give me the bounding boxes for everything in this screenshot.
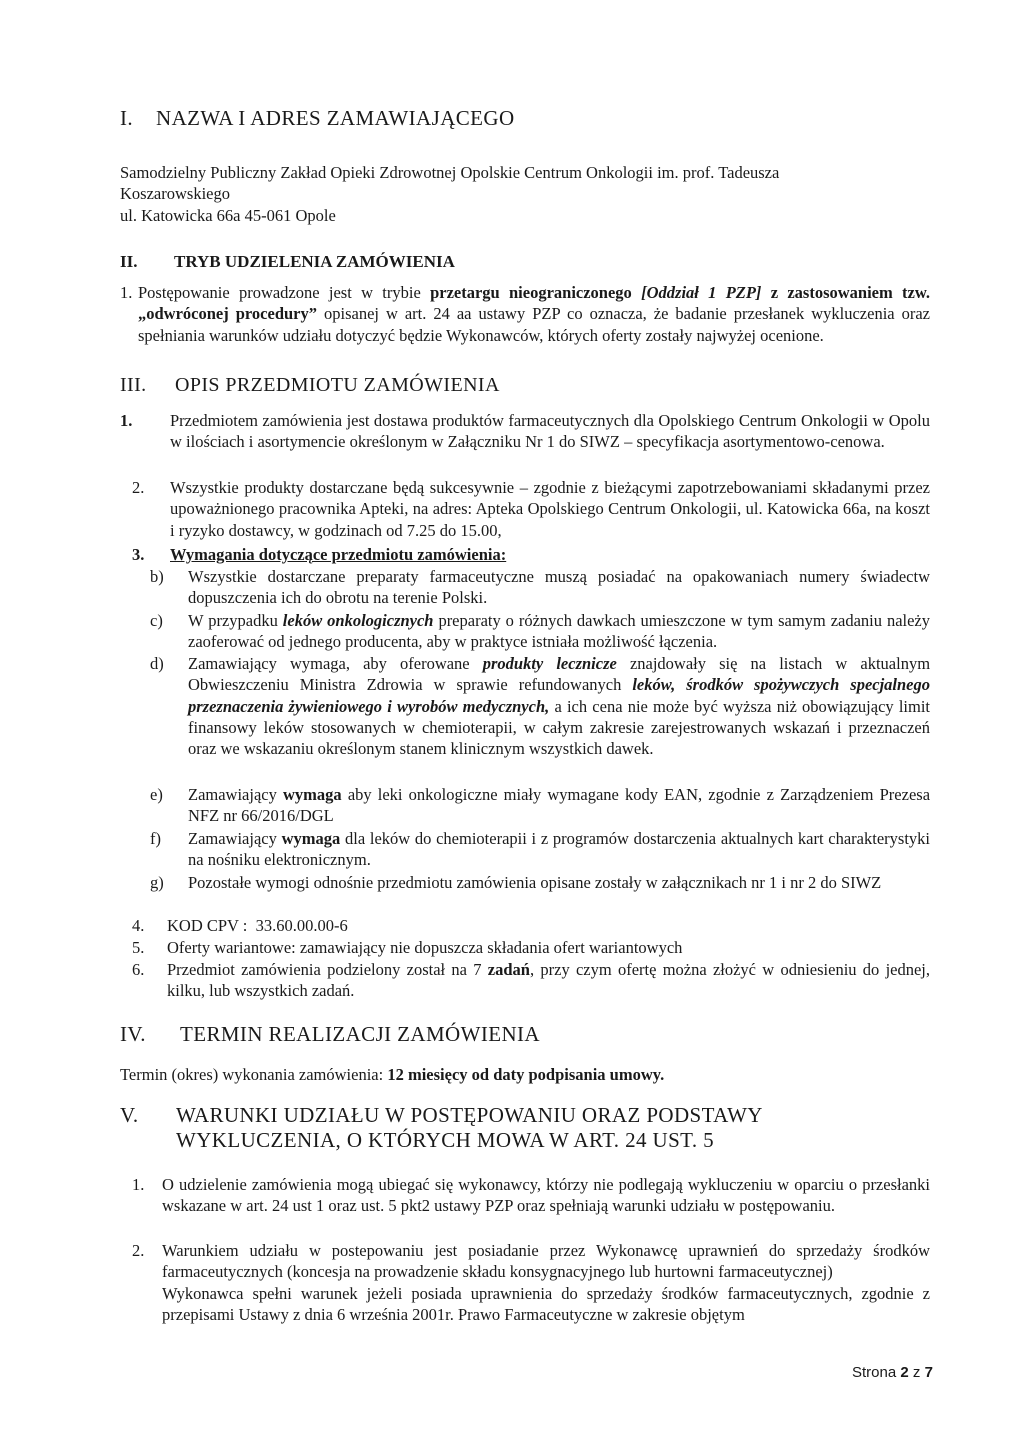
section-3-item-5 <box>120 937 930 958</box>
list-number: 1. <box>132 1175 145 1194</box>
section-5-item-1 <box>120 1174 930 1217</box>
requirement-g <box>120 872 930 893</box>
paragraph-text: dla leków do chemioterapii i z programów dostarczenia aktualnych kart charakterystyki na nośniku elektronicznym. <box>188 829 930 870</box>
paragraph-text: aby leki onkologiczne miały wymagane kody EAN, zgodnie z Zarządzeniem Prezesa NFZ nr 66/2016/DGL <box>188 785 931 826</box>
total-pages: 7 <box>924 1364 933 1381</box>
address-line: Samodzielny Publiczny Zakład Opieki Zdrowotnej Opolskie Centrum Onkologii im. prof. Tadeusza <box>120 163 780 182</box>
section-4-title: TERMIN REALIZACJI ZAMÓWIENIA <box>180 1022 540 1046</box>
section-1-title: NAZWA I ADRES ZAMAWIAJĄCEGO <box>156 106 515 130</box>
paragraph-text: Zamawiający <box>188 785 277 804</box>
bold-italic-text: produkty lecznicze <box>482 654 617 673</box>
paragraph-text: , przy czym ofertę można złożyć w odniesieniu do jednej, kilku, lub wszystkich zadań. <box>167 960 931 1001</box>
section-3-heading <box>120 374 500 397</box>
list-letter: e) <box>150 785 163 804</box>
section-5-item-2 <box>120 1240 930 1325</box>
requirement-f <box>120 828 930 871</box>
section-3-item-6 <box>120 959 930 1002</box>
paragraph-text: Termin (okres) wykonania zamówienia: <box>120 1065 384 1084</box>
bold-text: wymaga <box>283 785 342 804</box>
section-2-title: TRYB UDZIELENIA ZAMÓWIENIA <box>174 252 455 271</box>
paragraph-text: Postępowanie prowadzone jest w trybie <box>138 283 421 302</box>
paragraph-text: O udzielenie zamówienia mogą ubiegać się wykonawcy, którzy nie podlegają wykluczeniu w oparciu o przesłanki wskazane w art. 24 ust 1 oraz ust. 5 pkt2 ustawy PZP oraz spełniają warunki udziału w postępowaniu. <box>162 1175 930 1216</box>
section-3-item-4 <box>120 915 930 936</box>
section-1-address <box>120 162 920 226</box>
paragraph-text: Pozostałe wymogi odnośnie przedmiotu zamówienia opisane zostały w załącznikach nr 1 i nr 2 do SIWZ <box>188 873 882 892</box>
requirement-b <box>120 566 930 609</box>
section-3-item-2 <box>120 477 930 541</box>
bold-text: wymaga <box>281 829 341 848</box>
list-number: 1. <box>120 283 133 302</box>
bold-text: 12 miesięcy od daty podpisania umowy. <box>387 1065 665 1084</box>
list-number: 1. <box>120 411 133 430</box>
section-2-number: II. <box>120 252 138 271</box>
paragraph-text: znajdowały się na listach w aktualnym Obwieszczeniu Ministra Zdrowia w sprawie refundowanych <box>188 654 931 695</box>
section-5-title-line-2: WYKLUCZENIA, O KTÓRYCH MOWA W ART. 24 UST. 5 <box>176 1128 715 1152</box>
requirements-heading: Wymagania dotyczące przedmiotu zamówienia: <box>170 545 507 564</box>
paragraph-text: Zamawiający wymaga, aby oferowane <box>188 654 470 673</box>
requirement-d <box>120 653 930 759</box>
page-separator: z <box>912 1364 921 1381</box>
list-letter: f) <box>150 829 161 848</box>
requirement-c <box>120 610 930 653</box>
section-4-heading <box>120 1022 540 1047</box>
section-5-heading <box>120 1103 763 1152</box>
paragraph-text: Wykonawca spełni warunek jeżeli posiada uprawnienia do sprzedaży środków farmaceutycznych, zgodnie z przepisami Ustawy z dnia 6 września 2001r. Prawo Farmaceutyczne w zakresie objętym <box>162 1283 930 1324</box>
section-2-heading <box>120 252 455 272</box>
address-line: Koszarowskiego <box>120 184 230 204</box>
bold-text: przetargu nieograniczonego <box>430 283 632 302</box>
section-3-number: III. <box>120 374 147 396</box>
list-number: 6. <box>132 960 145 979</box>
section-5-number: V. <box>120 1103 139 1127</box>
list-number: 4. <box>132 916 145 935</box>
section-2-paragraph-1 <box>120 282 930 346</box>
list-number: 2. <box>132 478 145 497</box>
paragraph-text: preparaty o różnych dawkach umieszczone w tym samym zadaniu należy zaoferować od jednego producenta, aby w praktyce istniała możliwość łączenia. <box>188 611 930 652</box>
cpv-code: KOD CPV : 33.60.00.00-6 <box>167 916 348 935</box>
section-4-paragraph <box>120 1064 930 1085</box>
list-letter: c) <box>150 611 163 630</box>
bold-italic-text: [Oddział 1 PZP] <box>641 283 762 302</box>
section-1-heading <box>120 106 515 131</box>
page-number <box>852 1364 933 1381</box>
list-number: 2. <box>132 1241 145 1260</box>
paragraph-text: Oferty wariantowe: zamawiający nie dopuszcza składania ofert wariantowych <box>167 938 683 957</box>
bold-italic-text: leków, środków spożywczych specjalnego przeznaczenia żywieniowego i wyrobów medycznych, <box>188 675 931 716</box>
paragraph-text: Warunkiem udziału w postepowaniu jest posiadanie przez Wykonawcę uprawnień do sprzedaży środków farmaceutycznych (koncesja na prowadzenie składu konsygnacyjnego lub hurtowni farmaceutycznej) <box>162 1241 930 1282</box>
bold-italic-text: leków onkologicznych <box>282 611 434 630</box>
list-number: 3. <box>132 545 145 564</box>
section-3-item-1 <box>120 410 930 453</box>
section-3-title: OPIS PRZEDMIOTU ZAMÓWIENIA <box>175 374 500 396</box>
bold-text: zadań <box>487 960 530 979</box>
paragraph-text: Wszystkie dostarczane preparaty farmaceutyczne muszą posiadać na opakowaniach numery świadectw dopuszczenia ich do obrotu na terenie Polski. <box>188 567 930 608</box>
list-number: 5. <box>132 938 145 957</box>
list-letter: d) <box>150 654 164 673</box>
bold-text: z zastosowaniem tzw. „odwróconej procedury” <box>138 283 930 324</box>
list-letter: b) <box>150 567 164 586</box>
paragraph-text: opisanej w art. 24 aa ustawy PZP co oznacza, że badanie przesłanek wykluczenia oraz spełniania warunków udziału dotyczyć będzie Wykonawców, których oferty zostały najwyżej ocenione. <box>138 304 930 345</box>
paragraph-text: W przypadku <box>188 611 278 630</box>
paragraph-text: Zamawiający <box>188 829 277 848</box>
page-label: Strona <box>852 1364 897 1381</box>
requirement-e <box>120 784 930 827</box>
list-letter: g) <box>150 873 164 892</box>
paragraph-text: Przedmiot zamówienia podzielony został na 7 <box>167 960 482 979</box>
address-line: ul. Katowicka 66a 45-061 Opole <box>120 205 336 225</box>
current-page: 2 <box>900 1364 909 1381</box>
paragraph-text: Wszystkie produkty dostarczane będą sukcesywnie – zgodnie z bieżącymi zapotrzebowaniami składanymi przez upoważnionego pracownika Apteki, na adres: Apteka Opolskiego Centrum Onkologii, ul. Katowicka 66a, na koszt i ryzyko dostawcy, w godzinach od 7.25 do 15.00, <box>170 478 930 540</box>
paragraph-text: a ich cena nie może być wyższa niż obowiązujący limit finansowy leków stosowanych w chemioterapii, w całym zakresie zarejestrowanych wskazań i przeznaczeń oraz we wskazaniu określonym stanem klinicznym wszystkich dawek. <box>188 696 931 759</box>
section-3-item-3 <box>120 544 930 565</box>
section-1-number: I. <box>120 106 134 130</box>
section-4-number: IV. <box>120 1022 146 1046</box>
paragraph-text: Przedmiotem zamówienia jest dostawa produktów farmaceutycznych dla Opolskiego Centrum Onkologii w Opolu w ilościach i asortymencie określonym w Załączniku Nr 1 do SIWZ – specyfikacja asortymentowo-cenowa. <box>170 411 930 452</box>
section-5-title-line-1: WARUNKI UDZIAŁU W POSTĘPOWANIU ORAZ PODSTAWY <box>176 1103 763 1127</box>
